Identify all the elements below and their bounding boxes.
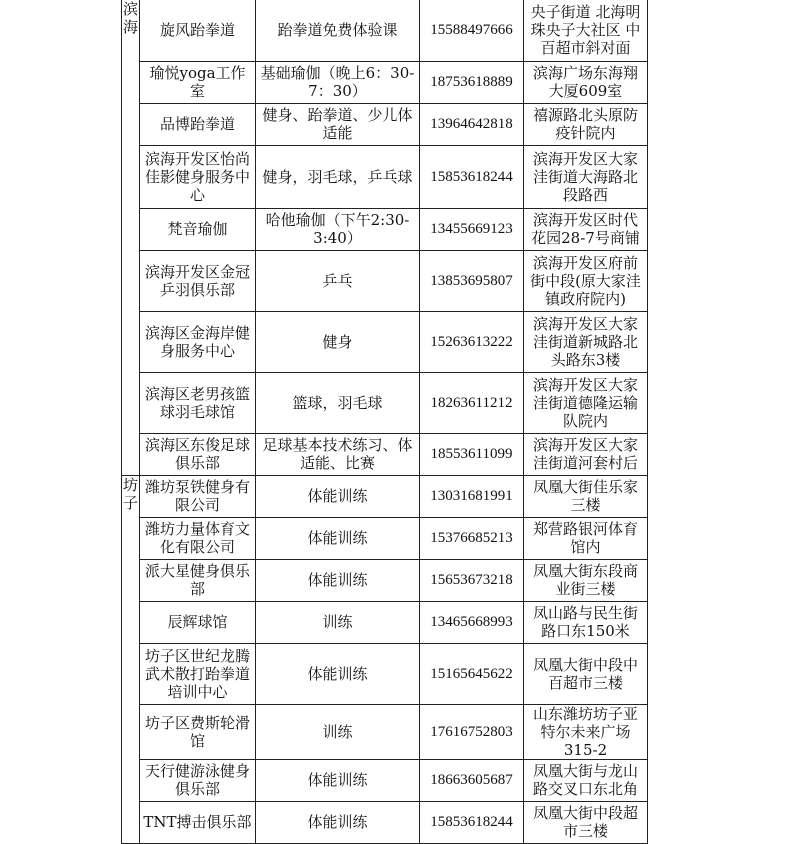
- phone: 15653673218: [420, 559, 524, 601]
- table-row: [122, 475, 648, 517]
- venue-name: 品博跆拳道: [140, 103, 256, 145]
- table-row: [122, 643, 648, 704]
- address: 凤山路与民生街路口东150米: [524, 601, 648, 643]
- table-row: [122, 517, 648, 559]
- venue-name: 旋风跆拳道: [140, 0, 256, 61]
- address: 凤凰大街东段商业街三楼: [524, 559, 648, 601]
- phone: 13455669123: [420, 208, 524, 250]
- district-cell: 滨海: [122, 0, 140, 475]
- program: 体能训练: [256, 475, 420, 517]
- program: 体能训练: [256, 559, 420, 601]
- phone: 18263611212: [420, 372, 524, 433]
- table-row: [122, 61, 648, 103]
- address: 郑营路银河体育馆内: [524, 517, 648, 559]
- address: 滨海开发区大家洼街道新城路北头路东3楼: [524, 311, 648, 372]
- table-row: [122, 372, 648, 433]
- phone: 13964642818: [420, 103, 524, 145]
- address: 山东潍坊坊子亚特尔未来广场315-2: [524, 704, 648, 759]
- table-row: [122, 433, 648, 475]
- venue-name: 坊子区世纪龙腾武术散打跆拳道培训中心: [140, 643, 256, 704]
- venue-name: 滨海开发区金冠乒羽俱乐部: [140, 250, 256, 311]
- table-row: [122, 559, 648, 601]
- program: 基础瑜伽（晚上6：30-7：30）: [256, 61, 420, 103]
- table-row: [122, 103, 648, 145]
- address: 滨海开发区大家洼街道德隆运输队院内: [524, 372, 648, 433]
- program: 健身、跆拳道、少儿体适能: [256, 103, 420, 145]
- program: 哈他瑜伽（下午2:30-3:40）: [256, 208, 420, 250]
- table-row: [122, 311, 648, 372]
- address: 凤凰大街中段中百超市三楼: [524, 643, 648, 704]
- program: 健身: [256, 311, 420, 372]
- table-row: [122, 601, 648, 643]
- program: 乒乓: [256, 250, 420, 311]
- phone: 15853618244: [420, 801, 524, 843]
- address: 滨海开发区府前街中段(原大家洼镇政府院内): [524, 250, 648, 311]
- program: 体能训练: [256, 517, 420, 559]
- address: 滨海广场东海翔大厦609室: [524, 61, 648, 103]
- venue-name: 梵音瑜伽: [140, 208, 256, 250]
- venue-name: 坊子区费斯轮滑馆: [140, 704, 256, 759]
- venue-name: 滨海区东俊足球俱乐部: [140, 433, 256, 475]
- venue-table: [121, 0, 648, 844]
- address: 禧源路北头原防疫针院内: [524, 103, 648, 145]
- phone: 15376685213: [420, 517, 524, 559]
- address: 滨海开发区大家洼街道大海路北段路西: [524, 145, 648, 208]
- venue-name: 滨海区老男孩篮球羽毛球馆: [140, 372, 256, 433]
- phone: 15853618244: [420, 145, 524, 208]
- table-row: [122, 145, 648, 208]
- address: 凤凰大街佳乐家三楼: [524, 475, 648, 517]
- venue-name: 辰辉球馆: [140, 601, 256, 643]
- phone: 18753618889: [420, 61, 524, 103]
- program: 训练: [256, 601, 420, 643]
- program: 健身，羽毛球，乒乓球: [256, 145, 420, 208]
- program: 训练: [256, 704, 420, 759]
- phone: 13465668993: [420, 601, 524, 643]
- phone: 13853695807: [420, 250, 524, 311]
- table-row: [122, 208, 648, 250]
- program: 跆拳道免费体验课: [256, 0, 420, 61]
- address: 凤凰大街中段超市三楼: [524, 801, 648, 843]
- venue-name: 滨海开发区怡尚佳影健身服务中心: [140, 145, 256, 208]
- program: 足球基本技术练习、体适能、比赛: [256, 433, 420, 475]
- program: 体能训练: [256, 801, 420, 843]
- phone: 18553611099: [420, 433, 524, 475]
- table-row: [122, 250, 648, 311]
- venue-name: 瑜悦yoga工作室: [140, 61, 256, 103]
- phone: 15165645622: [420, 643, 524, 704]
- table-row: [122, 704, 648, 759]
- venue-name: 潍坊力量体育文化有限公司: [140, 517, 256, 559]
- venue-name: TNT搏击俱乐部: [140, 801, 256, 843]
- phone: 15588497666: [420, 0, 524, 61]
- district-cell: 坊子: [122, 475, 140, 843]
- table-row: [122, 801, 648, 843]
- phone: 18663605687: [420, 759, 524, 801]
- venue-name: 派大星健身俱乐部: [140, 559, 256, 601]
- program: 体能训练: [256, 643, 420, 704]
- address: 凤凰大街与龙山路交叉口东北角: [524, 759, 648, 801]
- address: 央子街道 北海明珠央子大社区 中百超市斜对面: [524, 0, 648, 61]
- program: 篮球，羽毛球: [256, 372, 420, 433]
- table-row: [122, 759, 648, 801]
- program: 体能训练: [256, 759, 420, 801]
- venue-name: 天行健游泳健身俱乐部: [140, 759, 256, 801]
- address: 滨海开发区时代花园28-7号商铺: [524, 208, 648, 250]
- address: 滨海开发区大家洼街道河套村后: [524, 433, 648, 475]
- phone: 15263613222: [420, 311, 524, 372]
- venue-name: 潍坊泵铁健身有限公司: [140, 475, 256, 517]
- table-row: [122, 0, 648, 61]
- venue-name: 滨海区金海岸健身服务中心: [140, 311, 256, 372]
- phone: 17616752803: [420, 704, 524, 759]
- phone: 13031681991: [420, 475, 524, 517]
